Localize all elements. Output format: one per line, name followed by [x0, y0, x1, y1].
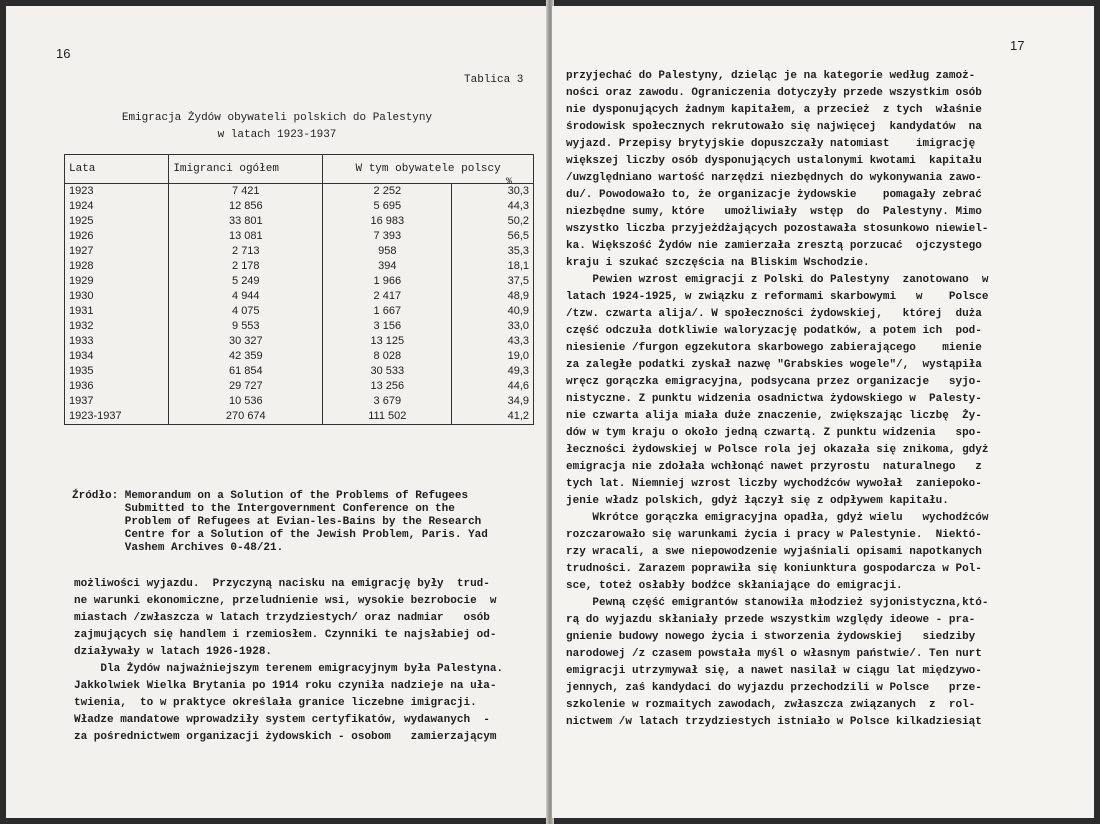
header-polish	[323, 155, 534, 184]
cell-total: 2 713	[169, 244, 323, 259]
table-title-line1: Emigracja Żydów obywateli polskich do Palestyny	[121, 112, 433, 124]
body-text-right: przyjechać do Palestyny, dzieląc je na kategorie według zamoż- ności oraz zawodu. Ograniczenia dotyczyły przede wszystkim osób nie dysponujących żadnym kapitałem, a przecież z tych właśnie środowisk społecznych rekrutowało się najwięcej kandydatów na wyjazd. Przepisy brytyjskie dopuszczały natomiast imigrację większej liczby osób dysponujących ustalonymi kwotami kapitału /uwzględniano wartość narzędzi niezbędnych do wykonywania zawo- du/. Powodowało to, że organizacje żydowskie pomagały zebrać niezbędne sumy, które umożliwiały wstęp do Palestyny. Mimo wszystko liczba przyjeżdżających pozostawała stosunkowo niewiel- ka. Większość Żydów nie zamierzała zresztą porzucać ojczystego kraju i szukać szczęścia na Bliskim Wschodzie. Pewien wzrost emigracji z Polski do Palestyny zanotowano w latach 1924-1925, w związku z reformami skarbowymi w Polsce /tzw. czwarta alija/. W społeczności żydowskiej, której duża część odczuła dotkliwie waloryzację podatków, a potem ich pod- niesienie /furgon egzekutora skarbowego zabierającego mienie za zaległe podatki zyskał nazwę "Grabskies wogele"/, wystąpiła wręcz gorączka emigracyjna, podsycana przez organizacje syjo- nistyczne. Z punktu widzenia osadnictwa żydowskiego w Palesty- nie czwarta alija miała duże znaczenie, zwiększając liczbę Ży- dów w tym kraju o około jedną czwartą. Z punktu widzenia spo- łeczności żydowskiej w Polsce rola jej okazała się znikoma, gdyż emigracja nie zdołała wchłonąć nawet przyrostu naturalnego z tych lat. Niemniej wzrost liczby wychodźców wywołał zaniepoko- jenie władz polskich, gdyż łączył się z odpływem kapitału. Wkrótce gorączka emigracyjna opadła, gdyż wielu wychodźców rozczarowało się warunkami życia i pracy w Palestynie. Niektó- rzy wracali, a swe niepowodzenie wyjaśniali opisami napotkanych trudności. Zarazem poprawiła się koniunktura gospodarcza w Pol- sce, toteż osłabły bodźce skłaniające do emigracji. Pewną część emigrantów stanowiła młodzież syjonistyczna,któ- rą do wyjazdu skłaniały przede wszystkim względy ideowe - pra- gnienie budowy nowego życia i stworzenia żydowskiej siedziby narodowej /z czasem powstała myśl o własnym państwie/. Ten nurt emigracji utrzymywał się, a nawet nasilał w ciągu lat międzywo- jennych, zaś kandydaci do wyjazdu przechodzili w Polsce prze- szkolenie w rozmaitych zawodach, zwłaszcza związanych z rol- nictwem /w latach trzydziestych istniało w Polsce kilkadziesiąt	[566, 70, 989, 728]
cell-total: 5 249	[169, 274, 323, 289]
cell-pct: 43,3	[452, 334, 534, 349]
cell-total: 270 674	[169, 409, 323, 425]
table-label: Tablica 3	[464, 74, 524, 86]
header-total: Imigranci ogółem	[169, 155, 323, 184]
cell-year: 1927	[65, 244, 169, 259]
cell-pct: 33,0	[452, 319, 534, 334]
cell-polish: 1 966	[323, 274, 452, 289]
cell-polish: 30 533	[323, 364, 452, 379]
table-row	[65, 214, 534, 229]
cell-pct: 41,2	[452, 409, 534, 425]
cell-total: 30 327	[169, 334, 323, 349]
header-pct: %	[506, 177, 513, 188]
cell-pct: 50,2	[452, 214, 534, 229]
cell-year: 1929	[65, 274, 169, 289]
cell-year: 1923-1937	[65, 409, 169, 425]
cell-polish: 3 679	[323, 394, 452, 409]
cell-pct: 44,6	[452, 379, 534, 394]
cell-total: 29 727	[169, 379, 323, 394]
cell-pct: 30,3	[452, 184, 534, 200]
cell-total: 13 081	[169, 229, 323, 244]
cell-polish: 7 393	[323, 229, 452, 244]
table-row	[65, 289, 534, 304]
cell-pct: 18,1	[452, 259, 534, 274]
table-row	[65, 409, 534, 425]
cell-polish: 16 983	[323, 214, 452, 229]
body-text-left: możliwości wyjazdu. Przyczyną nacisku na emigrację były trud- ne warunki ekonomiczne, przeludnienie wsi, wysokie bezrobocie w miastach /zwłaszcza w latach trzydziestych/ oraz nadmiar osób zajmujących się handlem i rzemiosłem. Czynniki te najsłabiej od- działywały w latach 1926-1928. Dla Żydów najważniejszym terenem emigracyjnym była Palestyna. Jakkolwiek Wielka Brytania po 1914 roku czyniła nadzieje na uła- twienia, to w praktyce określała granice liczebne imigracji. Władze mandatowe wprowadziły system certyfikatów, wydawanych - za pośrednictwem organizacji żydowskich - osobom zamierzającym	[74, 578, 504, 743]
cell-year: 1928	[65, 259, 169, 274]
cell-year: 1931	[65, 304, 169, 319]
cell-pct: 35,3	[452, 244, 534, 259]
table-title-line2: w latach 1923-1937	[217, 129, 337, 141]
cell-year: 1937	[65, 394, 169, 409]
table-row	[65, 349, 534, 364]
cell-polish: 394	[323, 259, 452, 274]
cell-polish: 8 028	[323, 349, 452, 364]
table-row	[65, 319, 534, 334]
table-row	[65, 379, 534, 394]
cell-year: 1930	[65, 289, 169, 304]
cell-pct: 48,9	[452, 289, 534, 304]
cell-total: 2 178	[169, 259, 323, 274]
cell-year: 1935	[65, 364, 169, 379]
cell-year: 1934	[65, 349, 169, 364]
cell-pct: 56,5	[452, 229, 534, 244]
cell-polish: 3 156	[323, 319, 452, 334]
cell-polish: 958	[323, 244, 452, 259]
cell-total: 42 359	[169, 349, 323, 364]
page-number-left: 16	[56, 46, 71, 61]
cell-pct: 49,3	[452, 364, 534, 379]
cell-polish: 2 252	[323, 184, 452, 200]
cell-pct: 44,3	[452, 199, 534, 214]
right-page	[552, 6, 1094, 818]
table-body	[65, 184, 534, 425]
cell-polish: 1 667	[323, 304, 452, 319]
cell-year: 1933	[65, 334, 169, 349]
cell-polish: 2 417	[323, 289, 452, 304]
table-row	[65, 364, 534, 379]
left-page	[6, 6, 548, 818]
header-polish-label: W tym obywatele polscy	[355, 162, 501, 175]
cell-total: 4 944	[169, 289, 323, 304]
cell-year: 1932	[65, 319, 169, 334]
table-row	[65, 244, 534, 259]
cell-total: 61 854	[169, 364, 323, 379]
cell-pct: 40,9	[452, 304, 534, 319]
table-row	[65, 259, 534, 274]
cell-year: 1924	[65, 199, 169, 214]
cell-polish: 111 502	[323, 409, 452, 425]
table-row	[65, 304, 534, 319]
cell-total: 12 856	[169, 199, 323, 214]
cell-total: 33 801	[169, 214, 323, 229]
table-row	[65, 274, 534, 289]
cell-polish: 13 256	[323, 379, 452, 394]
cell-polish: 13 125	[323, 334, 452, 349]
cell-total: 10 536	[169, 394, 323, 409]
cell-year: 1936	[65, 379, 169, 394]
table-header-row	[65, 155, 534, 184]
page-number-right: 17	[1010, 38, 1025, 53]
table-row	[65, 394, 534, 409]
cell-polish: 5 695	[323, 199, 452, 214]
table-row	[65, 334, 534, 349]
table-row	[65, 199, 534, 214]
cell-total: 7 421	[169, 184, 323, 200]
cell-year: 1923	[65, 184, 169, 200]
source-note: Źródło: Memorandum on a Solution of the Problems of Refugees Submitted to the Intergovernment Conference on the Problem of Refugees at Evian-les-Bains by the Research Centre for a Solution of the Jewish Problem, Paris. Yad Vashem Archives 0-48/21.	[72, 490, 488, 554]
cell-pct: 37,5	[452, 274, 534, 289]
cell-pct: 19,0	[452, 349, 534, 364]
table-row	[65, 184, 534, 200]
cell-total: 4 075	[169, 304, 323, 319]
cell-total: 9 553	[169, 319, 323, 334]
emigration-table	[64, 154, 534, 425]
header-year: Lata	[65, 155, 169, 184]
cell-year: 1926	[65, 229, 169, 244]
cell-pct: 34,9	[452, 394, 534, 409]
cell-year: 1925	[65, 214, 169, 229]
table-row	[65, 229, 534, 244]
